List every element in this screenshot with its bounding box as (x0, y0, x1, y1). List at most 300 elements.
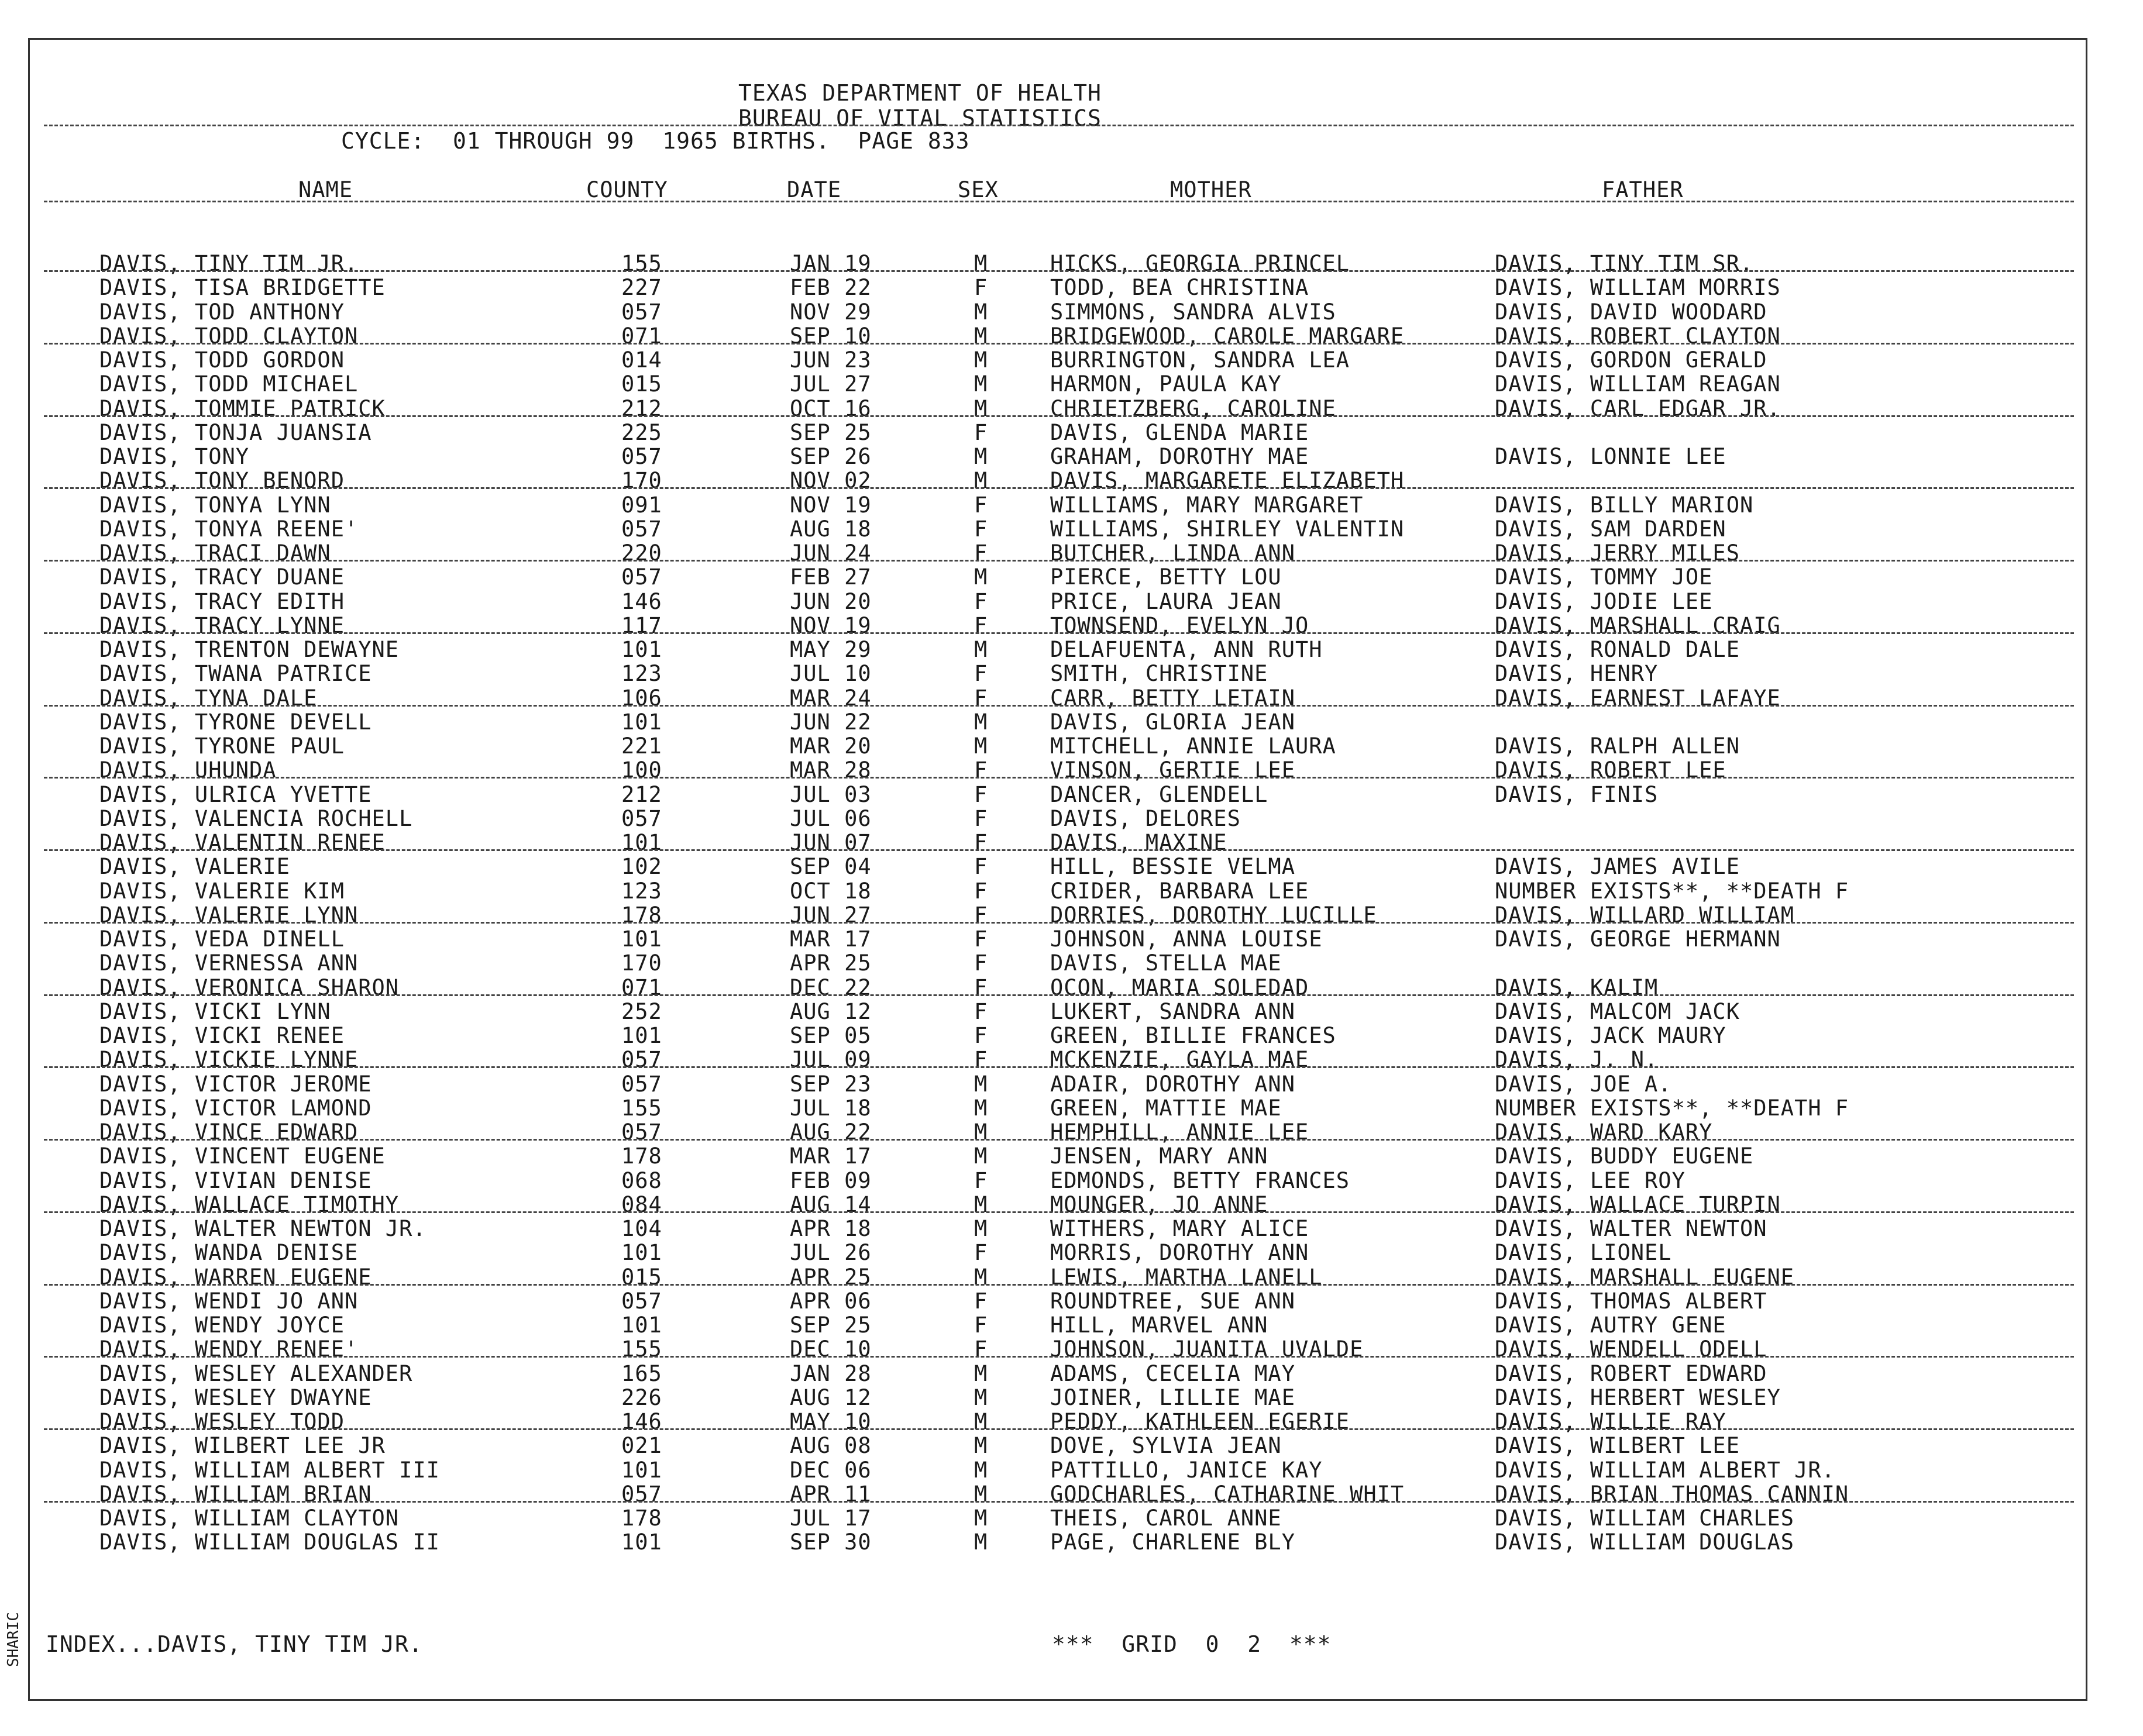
cell-mother: DOVE, SYLVIA JEAN (1050, 1433, 1282, 1459)
cell-county: 101 (621, 1240, 662, 1266)
cell-mother: GREEN, BILLIE FRANCES (1050, 1023, 1336, 1048)
cell-date: MAR 20 (790, 733, 872, 759)
cell-mother: DAVIS, MAXINE (1050, 830, 1227, 855)
cell-father: DAVIS, MALCOM JACK (1495, 998, 1740, 1024)
cell-mother: GRAHAM, DOROTHY MAE (1050, 444, 1309, 469)
cell-date: NOV 29 (790, 299, 872, 325)
cell-date: NOV 19 (790, 612, 872, 638)
cell-date: SEP 25 (790, 419, 872, 445)
cell-date: MAR 17 (790, 926, 872, 952)
cell-sex: M (974, 637, 988, 662)
cell-date: FEB 22 (790, 275, 872, 301)
cell-mother: OCON, MARIA SOLEDAD (1050, 974, 1309, 1000)
cell-name: DAVIS, TINY TIM JR. (99, 251, 359, 276)
cell-date: DEC 22 (790, 974, 872, 1000)
row-group-rule (44, 1211, 2074, 1213)
cell-sex: M (974, 1409, 988, 1434)
cell-name: DAVIS, ULRICA YVETTE (99, 781, 372, 807)
cell-father: DAVIS, CARL EDGAR JR. (1495, 395, 1781, 421)
cell-county: 212 (621, 781, 662, 807)
cell-county: 146 (621, 588, 662, 614)
cell-father: DAVIS, WARD KARY (1495, 1120, 1713, 1145)
cell-mother: HARMON, PAULA KAY (1050, 371, 1282, 397)
cell-name: DAVIS, WENDY RENEE' (99, 1337, 359, 1362)
cell-date: AUG 22 (790, 1120, 872, 1145)
cell-name: DAVIS, WILLIAM BRIAN (99, 1481, 372, 1507)
cell-name: DAVIS, WANDA DENISE (99, 1240, 359, 1266)
cell-date: JUL 03 (790, 781, 872, 807)
cell-name: DAVIS, VEDA DINELL (99, 926, 345, 952)
cell-father: DAVIS, WILLIAM ALBERT JR. (1495, 1457, 1835, 1483)
cell-sex: F (974, 757, 988, 783)
cell-mother: THEIS, CAROL ANNE (1050, 1506, 1282, 1531)
row-group-rule (44, 415, 2074, 417)
cell-date: OCT 18 (790, 878, 872, 904)
cell-name: DAVIS, WESLEY TODD (99, 1409, 345, 1434)
cell-county: 015 (621, 1264, 662, 1290)
cell-date: JAN 19 (790, 251, 872, 276)
cell-father: DAVIS, WALLACE TURPIN (1495, 1191, 1781, 1217)
footer-index: INDEX...DAVIS, TINY TIM JR. (46, 1631, 423, 1657)
cell-county: 225 (621, 419, 662, 445)
cell-county: 123 (621, 661, 662, 687)
cell-name: DAVIS, TRACY EDITH (99, 588, 345, 614)
cell-father: DAVIS, RONALD DALE (1495, 637, 1740, 662)
cell-father: DAVIS, AUTRY GENE (1495, 1313, 1726, 1338)
cell-sex: F (974, 902, 988, 928)
cell-name: DAVIS, TRACY DUANE (99, 564, 345, 590)
cell-date: AUG 18 (790, 516, 872, 542)
cell-county: 226 (621, 1384, 662, 1410)
cell-sex: M (974, 1360, 988, 1386)
cell-county: 178 (621, 1143, 662, 1169)
cell-father: NUMBER EXISTS**, **DEATH F (1495, 878, 1849, 904)
cell-mother: BUTCHER, LINDA ANN (1050, 540, 1295, 566)
cell-date: JUL 09 (790, 1047, 872, 1073)
cell-county: 227 (621, 275, 662, 301)
cell-sex: M (974, 1457, 988, 1483)
cell-sex: F (974, 974, 988, 1000)
cell-name: DAVIS, TODD CLAYTON (99, 323, 359, 349)
cell-county: 014 (621, 347, 662, 373)
cell-mother: DELAFUENTA, ANN RUTH (1050, 637, 1323, 662)
cell-name: DAVIS, WENDY JOYCE (99, 1313, 345, 1338)
cell-name: DAVIS, VALENCIA ROCHELL (99, 805, 413, 831)
cell-date: DEC 06 (790, 1457, 872, 1483)
cell-name: DAVIS, VICTOR LAMOND (99, 1095, 372, 1121)
cell-sex: M (974, 371, 988, 397)
cell-mother: TOWNSEND, EVELYN JO (1050, 612, 1309, 638)
cell-name: DAVIS, WILBERT LEE JR (99, 1433, 386, 1459)
row-group-rule (44, 1428, 2074, 1430)
cell-mother: MORRIS, DOROTHY ANN (1050, 1240, 1309, 1266)
cell-name: DAVIS, TONYA REENE' (99, 516, 359, 542)
cell-mother: PAGE, CHARLENE BLY (1050, 1530, 1295, 1555)
cell-mother: WITHERS, MARY ALICE (1050, 1216, 1309, 1241)
cell-county: 057 (621, 1288, 662, 1314)
cell-sex: M (974, 323, 988, 349)
cell-date: SEP 04 (790, 854, 872, 880)
cell-father: DAVIS, RALPH ALLEN (1495, 733, 1740, 759)
cell-mother: DAVIS, GLENDA MARIE (1050, 419, 1309, 445)
cell-sex: M (974, 299, 988, 325)
cell-county: 057 (621, 516, 662, 542)
cell-sex: F (974, 1240, 988, 1266)
cell-father: DAVIS, WILLIAM MORRIS (1495, 275, 1781, 301)
row-group-rule (44, 1501, 2074, 1503)
cell-mother: VINSON, GERTIE LEE (1050, 757, 1295, 783)
cell-father: DAVIS, JAMES AVILE (1495, 854, 1740, 880)
cell-name: DAVIS, WALLACE TIMOTHY (99, 1191, 400, 1217)
cell-father: DAVIS, JACK MAURY (1495, 1023, 1726, 1048)
cell-name: DAVIS, VICKI RENEE (99, 1023, 345, 1048)
cell-county: 101 (621, 709, 662, 735)
cell-county: 101 (621, 926, 662, 952)
cell-sex: M (974, 733, 988, 759)
cell-father: DAVIS, LEE ROY (1495, 1167, 1685, 1193)
cell-sex: F (974, 854, 988, 880)
cell-father: DAVIS, LIONEL (1495, 1240, 1672, 1266)
cell-name: DAVIS, TISA BRIDGETTE (99, 275, 386, 301)
cell-mother: DORRIES, DOROTHY LUCILLE (1050, 902, 1377, 928)
cell-sex: M (974, 395, 988, 421)
cell-county: 146 (621, 1409, 662, 1434)
cell-father: DAVIS, ROBERT LEE (1495, 757, 1726, 783)
cell-name: DAVIS, VINCENT EUGENE (99, 1143, 386, 1169)
cell-county: 057 (621, 1047, 662, 1073)
cell-county: 155 (621, 251, 662, 276)
cell-father: DAVIS, WILLIAM DOUGLAS (1495, 1530, 1795, 1555)
cell-name: DAVIS, WALTER NEWTON JR. (99, 1216, 426, 1241)
cell-father: DAVIS, MARSHALL EUGENE (1495, 1264, 1795, 1290)
row-group-rule (44, 487, 2074, 489)
cell-mother: DAVIS, MARGARETE ELIZABETH (1050, 468, 1405, 494)
cell-county: 221 (621, 733, 662, 759)
cell-date: JAN 28 (790, 1360, 872, 1386)
cell-date: JUN 07 (790, 830, 872, 855)
cell-sex: M (974, 1481, 988, 1507)
cell-sex: F (974, 781, 988, 807)
cell-date: JUN 22 (790, 709, 872, 735)
cell-sex: F (974, 516, 988, 542)
cell-sex: F (974, 540, 988, 566)
cell-sex: M (974, 347, 988, 373)
cell-sex: M (974, 1506, 988, 1531)
cell-name: DAVIS, VALERIE (99, 854, 290, 880)
cell-father: DAVIS, ROBERT CLAYTON (1495, 323, 1781, 349)
cell-name: DAVIS, TOMMIE PATRICK (99, 395, 386, 421)
cell-date: SEP 05 (790, 1023, 872, 1048)
cell-sex: M (974, 1071, 988, 1097)
cell-county: 212 (621, 395, 662, 421)
header-cycle: CYCLE: 01 THROUGH 99 1965 BIRTHS. PAGE 833 (341, 128, 970, 154)
column-header-mother: MOTHER (1170, 177, 1252, 202)
cell-sex: F (974, 661, 988, 687)
cell-mother: JOHNSON, JUANITA UVALDE (1050, 1337, 1364, 1362)
cell-county: 057 (621, 805, 662, 831)
cell-date: OCT 16 (790, 395, 872, 421)
cell-county: 101 (621, 637, 662, 662)
cell-sex: M (974, 564, 988, 590)
cell-mother: SIMMONS, SANDRA ALVIS (1050, 299, 1336, 325)
cell-mother: DAVIS, DELORES (1050, 805, 1241, 831)
cell-county: 101 (621, 1530, 662, 1555)
cell-date: NOV 02 (790, 468, 872, 494)
cell-name: DAVIS, TRENTON DEWAYNE (99, 637, 400, 662)
cell-father: DAVIS, THOMAS ALBERT (1495, 1288, 1767, 1314)
cell-sex: F (974, 612, 988, 638)
cell-mother: DAVIS, STELLA MAE (1050, 950, 1282, 976)
cell-name: DAVIS, VIVIAN DENISE (99, 1167, 372, 1193)
cell-date: MAR 24 (790, 685, 872, 711)
cell-sex: F (974, 878, 988, 904)
cell-county: 068 (621, 1167, 662, 1193)
cell-date: APR 06 (790, 1288, 872, 1314)
cell-name: DAVIS, VALENTIN RENEE (99, 830, 386, 855)
cell-county: 178 (621, 902, 662, 928)
column-header-rule (44, 201, 2074, 202)
side-mark: SHARIC (5, 1612, 22, 1667)
cell-mother: DAVIS, GLORIA JEAN (1050, 709, 1295, 735)
cell-mother: PIERCE, BETTY LOU (1050, 564, 1282, 590)
cell-sex: F (974, 588, 988, 614)
cell-county: 155 (621, 1337, 662, 1362)
cell-county: 057 (621, 1481, 662, 1507)
cell-date: NOV 19 (790, 492, 872, 518)
cell-father: DAVIS, WALTER NEWTON (1495, 1216, 1767, 1241)
cell-father: DAVIS, WILLIE RAY (1495, 1409, 1726, 1434)
cell-sex: F (974, 926, 988, 952)
cell-county: 057 (621, 299, 662, 325)
cell-mother: JENSEN, MARY ANN (1050, 1143, 1268, 1169)
row-group-rule (44, 1356, 2074, 1358)
cell-mother: HEMPHILL, ANNIE LEE (1050, 1120, 1309, 1145)
cell-sex: M (974, 1216, 988, 1241)
cell-sex: M (974, 1384, 988, 1410)
column-header-father: FATHER (1602, 177, 1684, 202)
cell-mother: CARR, BETTY LETAIN (1050, 685, 1295, 711)
cell-date: APR 18 (790, 1216, 872, 1241)
cell-mother: ADAMS, CECELIA MAY (1050, 1360, 1295, 1386)
cell-name: DAVIS, VALERIE KIM (99, 878, 345, 904)
cell-name: DAVIS, VICKIE LYNNE (99, 1047, 359, 1073)
cell-date: JUL 17 (790, 1506, 872, 1531)
row-group-rule (44, 1284, 2074, 1286)
cell-mother: GREEN, MATTIE MAE (1050, 1095, 1282, 1121)
cell-father: NUMBER EXISTS**, **DEATH F (1495, 1095, 1849, 1121)
cell-date: SEP 10 (790, 323, 872, 349)
column-header-date: DATE (787, 177, 842, 202)
cell-mother: PRICE, LAURA JEAN (1050, 588, 1282, 614)
cell-mother: ROUNDTREE, SUE ANN (1050, 1288, 1295, 1314)
cell-name: DAVIS, VINCE EDWARD (99, 1120, 359, 1145)
cell-name: DAVIS, WENDI JO ANN (99, 1288, 359, 1314)
cell-date: SEP 26 (790, 444, 872, 469)
cell-date: MAY 10 (790, 1409, 872, 1434)
cell-date: FEB 27 (790, 564, 872, 590)
cell-name: DAVIS, VERONICA SHARON (99, 974, 400, 1000)
cell-mother: TODD, BEA CHRISTINA (1050, 275, 1309, 301)
cell-father: DAVIS, WILLARD WILLIAM (1495, 902, 1795, 928)
cell-date: APR 25 (790, 950, 872, 976)
cell-mother: BRIDGEWOOD, CAROLE MARGARE (1050, 323, 1405, 349)
cell-name: DAVIS, TONJA JUANSIA (99, 419, 372, 445)
cell-mother: HICKS, GEORGIA PRINCEL (1050, 251, 1350, 276)
cell-sex: M (974, 1264, 988, 1290)
row-group-rule (44, 922, 2074, 924)
cell-name: DAVIS, WESLEY ALEXANDER (99, 1360, 413, 1386)
cell-mother: JOHNSON, ANNA LOUISE (1050, 926, 1323, 952)
cell-date: SEP 25 (790, 1313, 872, 1338)
cell-sex: M (974, 1433, 988, 1459)
cell-date: AUG 12 (790, 1384, 872, 1410)
cell-name: DAVIS, WARREN EUGENE (99, 1264, 372, 1290)
cell-sex: F (974, 1167, 988, 1193)
cell-county: 101 (621, 1457, 662, 1483)
cell-county: 220 (621, 540, 662, 566)
cell-county: 071 (621, 323, 662, 349)
cell-date: JUN 23 (790, 347, 872, 373)
cell-date: APR 25 (790, 1264, 872, 1290)
cell-father: DAVIS, BUDDY EUGENE (1495, 1143, 1754, 1169)
cell-father: DAVIS, BILLY MARION (1495, 492, 1754, 518)
cell-mother: CRIDER, BARBARA LEE (1050, 878, 1309, 904)
cell-father: DAVIS, FINIS (1495, 781, 1659, 807)
cell-father: DAVIS, MARSHALL CRAIG (1495, 612, 1781, 638)
cell-name: DAVIS, TOD ANTHONY (99, 299, 345, 325)
cell-county: 178 (621, 1506, 662, 1531)
cell-mother: EDMONDS, BETTY FRANCES (1050, 1167, 1350, 1193)
cell-father: DAVIS, ROBERT EDWARD (1495, 1360, 1767, 1386)
cell-father: DAVIS, EARNEST LAFAYE (1495, 685, 1781, 711)
cell-name: DAVIS, TWANA PATRICE (99, 661, 372, 687)
cell-father: DAVIS, LONNIE LEE (1495, 444, 1726, 469)
cell-sex: F (974, 805, 988, 831)
cell-county: 101 (621, 830, 662, 855)
cell-county: 165 (621, 1360, 662, 1386)
cell-county: 071 (621, 974, 662, 1000)
cell-mother: PATTILLO, JANICE KAY (1050, 1457, 1323, 1483)
cell-father: DAVIS, WILLIAM REAGAN (1495, 371, 1781, 397)
cell-date: JUL 10 (790, 661, 872, 687)
cell-name: DAVIS, TODD MICHAEL (99, 371, 359, 397)
cell-name: DAVIS, TRACI DAWN (99, 540, 331, 566)
cell-county: 091 (621, 492, 662, 518)
cell-father: DAVIS, TOMMY JOE (1495, 564, 1713, 590)
cell-sex: F (974, 830, 988, 855)
cell-name: DAVIS, VICKI LYNN (99, 998, 331, 1024)
row-group-rule (44, 343, 2074, 345)
cell-date: FEB 09 (790, 1167, 872, 1193)
cell-name: DAVIS, VICTOR JEROME (99, 1071, 372, 1097)
cell-sex: M (974, 1191, 988, 1217)
cell-name: DAVIS, TRACY LYNNE (99, 612, 345, 638)
cell-county: 057 (621, 444, 662, 469)
cell-sex: F (974, 1313, 988, 1338)
cell-sex: M (974, 251, 988, 276)
cell-father: DAVIS, JOE A. (1495, 1071, 1672, 1097)
row-group-rule (44, 1066, 2074, 1068)
cell-county: 100 (621, 757, 662, 783)
cell-date: DEC 10 (790, 1337, 872, 1362)
cell-father: DAVIS, HENRY (1495, 661, 1659, 687)
cell-county: 101 (621, 1023, 662, 1048)
cell-sex: F (974, 998, 988, 1024)
cell-county: 106 (621, 685, 662, 711)
cell-mother: GODCHARLES, CATHARINE WHIT (1050, 1481, 1405, 1507)
cell-father: DAVIS, WILBERT LEE (1495, 1433, 1740, 1459)
cell-mother: ADAIR, DOROTHY ANN (1050, 1071, 1295, 1097)
header-department: TEXAS DEPARTMENT OF HEALTH (738, 80, 1102, 106)
cell-date: JUN 27 (790, 902, 872, 928)
column-header-sex: SEX (958, 177, 999, 202)
cell-father: DAVIS, WENDELL ODELL (1495, 1337, 1767, 1362)
cell-name: DAVIS, VALERIE LYNN (99, 902, 359, 928)
cell-sex: F (974, 275, 988, 301)
cell-name: DAVIS, TONY BENORD (99, 468, 345, 494)
cell-father: DAVIS, J. N. (1495, 1047, 1659, 1073)
cell-father: DAVIS, WILLIAM CHARLES (1495, 1506, 1795, 1531)
cell-county: 170 (621, 950, 662, 976)
cell-county: 155 (621, 1095, 662, 1121)
cell-father: DAVIS, BRIAN THOMAS CANNIN (1495, 1481, 1849, 1507)
header-bureau: BUREAU OF VITAL STATISTICS (738, 105, 1102, 131)
cell-sex: M (974, 444, 988, 469)
cell-father: DAVIS, SAM DARDEN (1495, 516, 1726, 542)
cell-name: DAVIS, TONYA LYNN (99, 492, 331, 518)
cell-sex: F (974, 685, 988, 711)
cell-mother: MCKENZIE, GAYLA MAE (1050, 1047, 1309, 1073)
cell-date: JUL 18 (790, 1095, 872, 1121)
cell-father: DAVIS, TINY TIM SR. (1495, 251, 1754, 276)
cell-sex: F (974, 419, 988, 445)
cell-father: DAVIS, KALIM (1495, 974, 1659, 1000)
cell-father: DAVIS, JODIE LEE (1495, 588, 1713, 614)
cell-mother: HILL, MARVEL ANN (1050, 1313, 1268, 1338)
cell-sex: M (974, 709, 988, 735)
cell-date: JUN 20 (790, 588, 872, 614)
cell-name: DAVIS, UHUNDA (99, 757, 277, 783)
cell-mother: DANCER, GLENDELL (1050, 781, 1268, 807)
cell-sex: M (974, 1095, 988, 1121)
cell-county: 170 (621, 468, 662, 494)
cell-father: DAVIS, HERBERT WESLEY (1495, 1384, 1781, 1410)
column-header-county: COUNTY (586, 177, 668, 202)
cell-mother: LUKERT, SANDRA ANN (1050, 998, 1295, 1024)
column-header-name: NAME (298, 177, 353, 202)
cell-sex: F (974, 950, 988, 976)
cell-sex: M (974, 1143, 988, 1169)
row-group-rule (44, 849, 2074, 851)
header-rule (44, 125, 2074, 126)
cell-date: JUL 27 (790, 371, 872, 397)
cell-name: DAVIS, TYRONE DEVELL (99, 709, 372, 735)
cell-county: 102 (621, 854, 662, 880)
cell-name: DAVIS, VERNESSA ANN (99, 950, 359, 976)
cell-father: DAVIS, DAVID WOODARD (1495, 299, 1767, 325)
cell-county: 084 (621, 1191, 662, 1217)
cell-mother: SMITH, CHRISTINE (1050, 661, 1268, 687)
cell-date: SEP 23 (790, 1071, 872, 1097)
cell-county: 057 (621, 564, 662, 590)
cell-name: DAVIS, WILLIAM ALBERT III (99, 1457, 440, 1483)
row-group-rule (44, 777, 2074, 779)
cell-father: DAVIS, GORDON GERALD (1495, 347, 1767, 373)
cell-county: 123 (621, 878, 662, 904)
cell-county: 252 (621, 998, 662, 1024)
cell-date: APR 11 (790, 1481, 872, 1507)
cell-county: 057 (621, 1071, 662, 1097)
